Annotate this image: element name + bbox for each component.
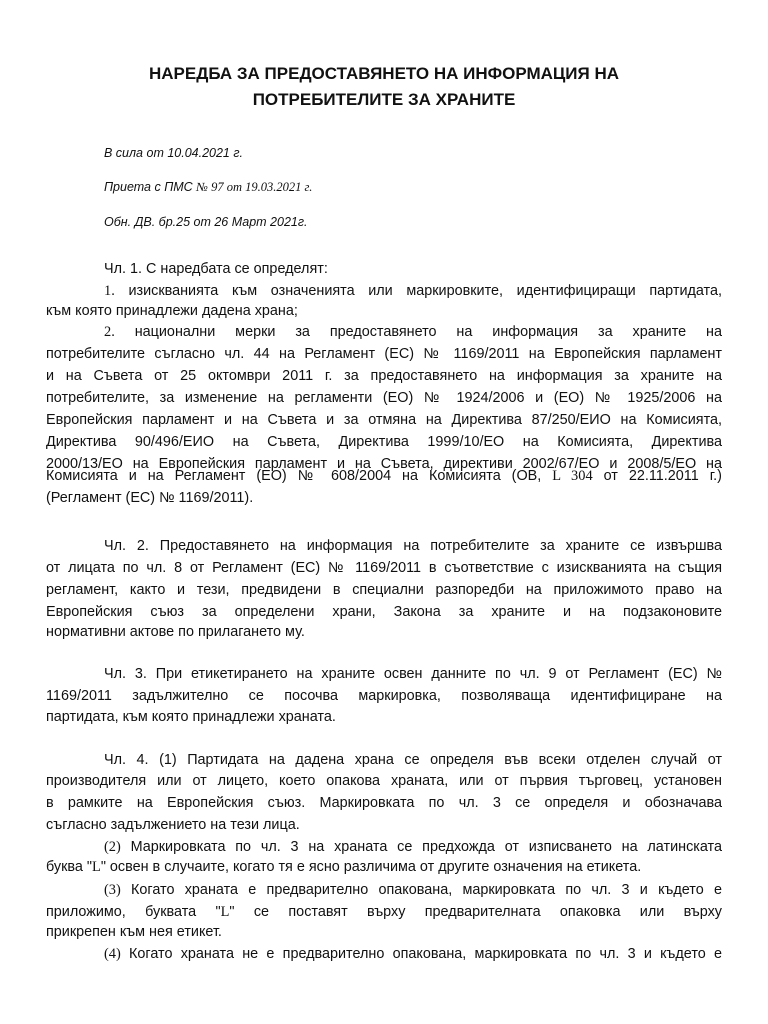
paragraph-line: и на Съвета от 25 октомври 2011 г. за предоставянето на информация за храните на <box>46 368 722 384</box>
publication-info: Обн. ДВ. бр.25 от 26 Март 2021г. <box>104 215 308 229</box>
paragraph-line: производителя или от лицето, което опакова храната, или от първия търговец, установен <box>46 773 722 789</box>
paragraph-line: партидата, към която принадлежи храната. <box>46 709 336 725</box>
article-2-heading: Чл. 2. Предоставянето на информация на потребителите за храните се извършва <box>104 538 722 554</box>
adoption-decree-label: Приета с ПМС <box>104 180 197 194</box>
document-title-line-2: ПОТРЕБИТЕЛИТЕ ЗА ХРАНИТЕ <box>252 90 516 109</box>
paragraph-line: от лицата по чл. 8 от Регламент (ЕС) № 1169/2011 в съответствие с изискванията на същия <box>46 560 722 576</box>
item-number: (4) <box>104 946 121 962</box>
item-number: (2) <box>104 839 121 855</box>
paragraph-line: съгласно задължението на тези лица. <box>46 817 300 833</box>
item-number: (3) <box>104 882 121 898</box>
paragraph-line: Европейския парламент и на Съвета и за отмяна на Директива 87/250/ЕИО на Комисията, <box>46 412 722 428</box>
text-segment: Комисията и на Регламент (ЕО) № 608/2004 на Комисията (ОВ, <box>46 468 553 484</box>
paragraph-line: изискванията към означенията или маркировките, идентифициращи партидата, <box>114 283 722 299</box>
adoption-decree-number: № 97 от 19.03.2021 г. <box>196 180 313 194</box>
in-force-date: В сила от 10.04.2021 г. <box>104 146 243 160</box>
paragraph-line: регламент, както и тези, предвидени в специални разпоредби на приложимото право на <box>46 582 722 598</box>
text-segment: " се поставят върху предварителната опаковка или върху <box>229 904 722 920</box>
paragraph-line: (Регламент (ЕС) № 1169/2011). <box>46 490 254 506</box>
text-segment: буква " <box>46 859 93 875</box>
paragraph-line: Маркировката по чл. 3 на храната се предхожда от изписването на латинската <box>120 839 722 855</box>
document-title-line-1: НАРЕДБА ЗА ПРЕДОСТАВЯНЕТО НА ИНФОРМАЦИЯ НА <box>148 64 620 83</box>
article-4-paragraph-4 <box>104 944 722 964</box>
text-segment: " освен в случаите, когато тя е ясно различима от другите означения на етикета. <box>100 859 642 875</box>
paragraph-line: Когато храната не е предварително опакована, маркировката по чл. 3 и където е <box>120 946 722 962</box>
article-1-item-1 <box>104 281 722 301</box>
paragraph-line: Когато храната е предварително опакована, маркировката по чл. 3 и където е <box>120 882 722 898</box>
paragraph-line: потребителите, за изменение на регламенти (ЕО) № 1924/2006 и (ЕО) № 1925/2006 на <box>46 390 722 406</box>
paragraph-line: към която принадлежи дадена храна; <box>46 303 298 319</box>
article-4-heading: Чл. 4. (1) Партидата на дадена храна се определя във всеки отделен случай от <box>104 752 722 768</box>
paragraph-line: Европейския съюз за определени храни, Закона за храните и на подзаконовите <box>46 604 722 620</box>
paragraph-line: прикрепен към нея етикет. <box>46 924 222 940</box>
article-4-paragraph-2 <box>104 837 722 857</box>
article-3-heading: Чл. 3. При етикетирането на храните освен данните по чл. 9 от Регламент (ЕС) № <box>104 666 722 682</box>
paragraph-line: 2000/13/ЕО на Европейския парламент и на Съвета, директиви 2002/67/ЕО и 2008/5/ЕО на <box>46 456 722 472</box>
article-1-item-2 <box>104 322 722 342</box>
paragraph-line <box>46 466 722 486</box>
text-segment: L 304 <box>552 468 593 484</box>
paragraph-line: 1169/2011 задължително се посочва маркировка, позволяваща идентифициране на <box>46 688 722 704</box>
paragraph-line: Директива 90/496/ЕИО на Съвета, Директива 1999/10/ЕО на Комисията, Директива <box>46 434 722 450</box>
article-1-heading: Чл. 1. С наредбата се определят: <box>104 261 328 277</box>
text-segment: L <box>92 859 101 875</box>
adoption-decree <box>104 179 312 195</box>
text-segment: от 22.11.2011 г.) <box>592 468 722 484</box>
article-4-paragraph-3 <box>104 880 722 900</box>
paragraph-line: в рамките на Европейския съюз. Маркировката по чл. 3 се определя и обозначава <box>46 795 722 811</box>
item-number: 1. <box>104 283 115 299</box>
paragraph-line: нормативни актове по прилагането му. <box>46 624 305 640</box>
paragraph-line <box>46 857 722 877</box>
paragraph-line: национални мерки за предоставянето на информация за храните на <box>114 324 722 340</box>
paragraph-line <box>46 902 722 922</box>
text-segment: L <box>220 904 230 920</box>
item-number: 2. <box>104 324 115 340</box>
paragraph-line: потребителите съгласно чл. 44 на Регламент (ЕС) № 1169/2011 на Европейския парламент <box>46 346 722 362</box>
text-segment: приложимо, буквата " <box>46 904 221 920</box>
